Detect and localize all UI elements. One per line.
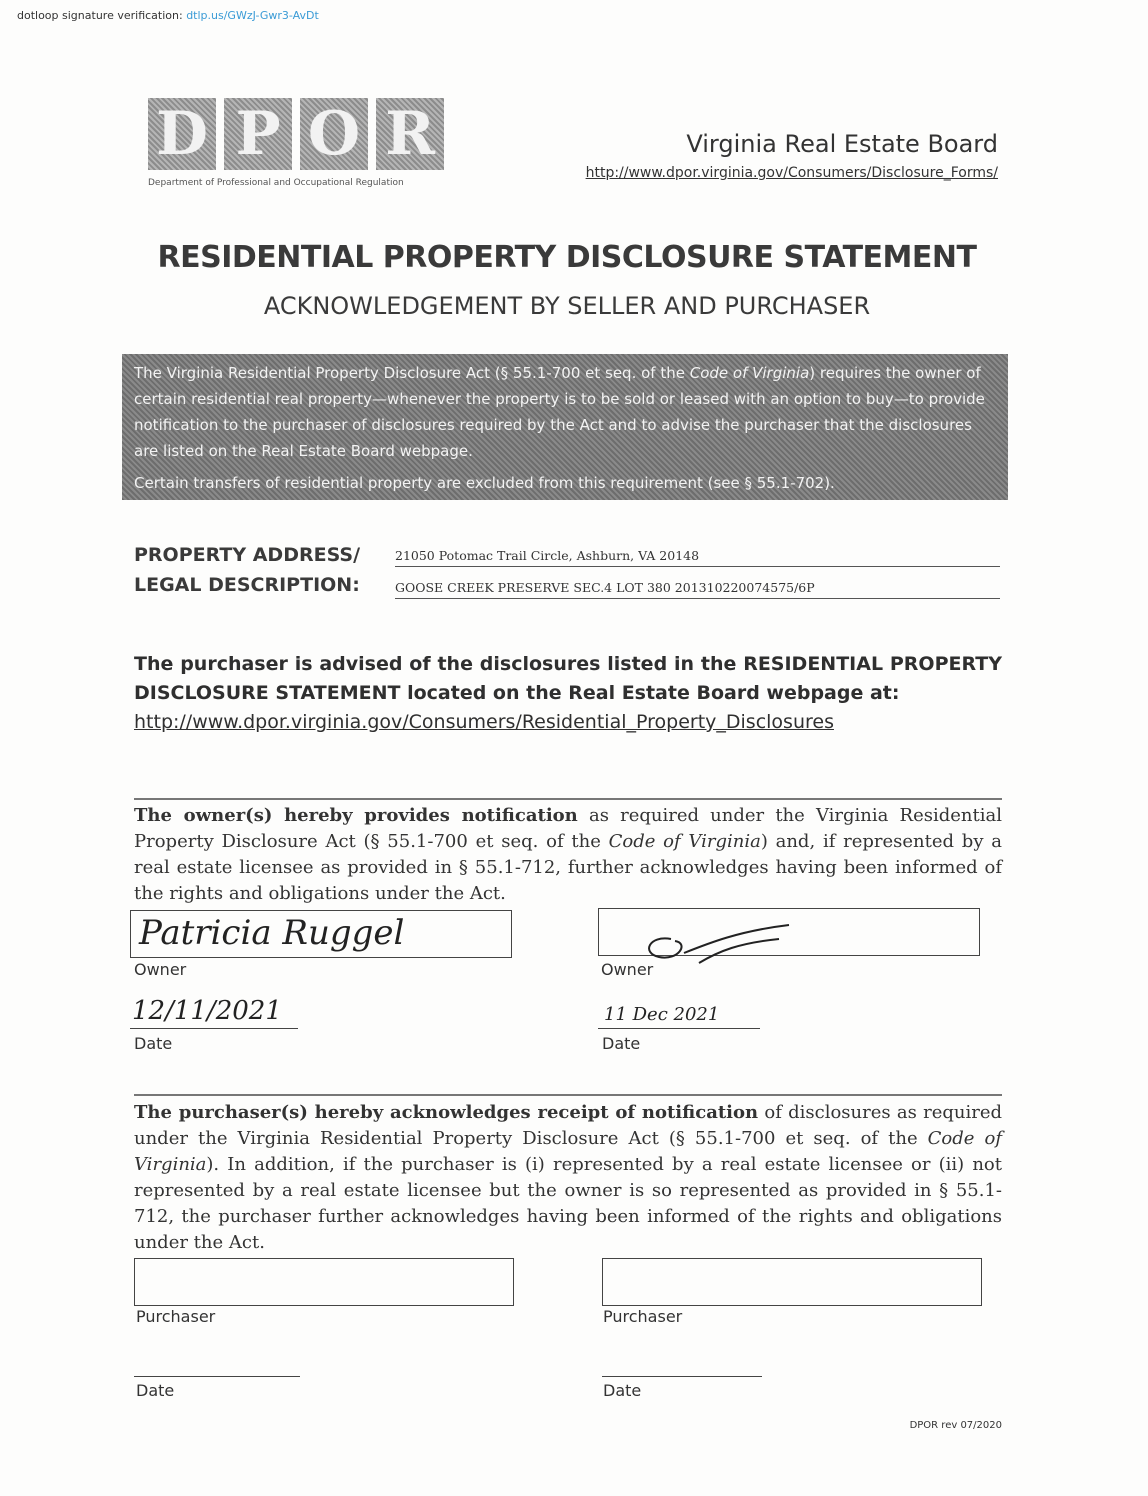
purchaser1-date-line[interactable] <box>134 1352 300 1377</box>
purchaser2-date-line[interactable] <box>602 1352 762 1377</box>
logo-letter-d: D <box>148 98 216 170</box>
owner-notification-paragraph: The owner(s) hereby provides notification as required under the Virginia Residential Property Disclosure Act (§ 55.1-700 et seq. of the Code of Virginia) and, if represented by a real estate licensee as provided in § 55.1-712, further acknowledges having been informed of the rights and obligations under the Act. <box>134 805 1002 904</box>
property-address-label: PROPERTY ADDRESS/ <box>134 544 361 566</box>
advised-paragraph <box>134 650 1002 737</box>
notice-paragraph-2: Certain transfers of residential property are excluded from this requirement (see § 55.1-702). <box>134 474 835 492</box>
owner2-date-label: Date <box>602 1034 641 1053</box>
verification-label: dotloop signature verification: <box>17 9 183 22</box>
footer-revision: DPOR rev 07/2020 <box>909 1420 1002 1431</box>
purchaser1-date-label: Date <box>136 1381 175 1400</box>
owner1-date-value: 12/11/2021 <box>132 996 282 1026</box>
logo-letter-r: R <box>376 98 444 170</box>
legal-description-value: GOOSE CREEK PRESERVE SEC.4 LOT 380 201310220074575/6P <box>395 580 1000 599</box>
verification-line <box>17 9 319 22</box>
legal-description-label: LEGAL DESCRIPTION: <box>134 574 360 596</box>
logo-subtitle: Department of Professional and Occupational Regulation <box>148 178 404 188</box>
verification-link[interactable]: dtlp.us/GWzJ-Gwr3-AvDt <box>186 9 319 22</box>
purchaser1-label: Purchaser <box>136 1307 216 1326</box>
owner2-date-value: 11 Dec 2021 <box>604 1004 720 1025</box>
property-address-value: 21050 Potomac Trail Circle, Ashburn, VA 20148 <box>395 548 1000 567</box>
notice-paragraph-1: The Virginia Residential Property Disclosure Act (§ 55.1-700 et seq. of the Code of Virginia) requires the owner of certain residential real property—whenever the property is to be sold or leased with an option to buy—to provide notification to the purchaser of disclosures required by the Act and to advise the purchaser that the disclosures are listed on the Real Estate Board webpage. <box>134 364 985 460</box>
owner1-signature-box[interactable] <box>130 910 512 958</box>
owner1-label: Owner <box>134 960 187 979</box>
notice-box <box>122 354 1008 500</box>
purchaser2-label: Purchaser <box>603 1307 683 1326</box>
owner1-signature: Patricia Ruggel <box>139 913 405 953</box>
logo-letter-o: O <box>300 98 368 170</box>
purchaser2-date-label: Date <box>603 1381 642 1400</box>
board-title: Virginia Real Estate Board <box>686 130 998 158</box>
purchaser1-signature-box[interactable] <box>134 1258 514 1306</box>
disclosures-url-link[interactable]: http://www.dpor.virginia.gov/Consumers/Residential_Property_Disclosures <box>134 711 834 733</box>
owner1-date-label: Date <box>134 1034 173 1053</box>
advised-text: The purchaser is advised of the disclosures listed in the RESIDENTIAL PROPERTY DISCLOSURE STATEMENT located on the Real Estate Board webpage at: <box>134 653 1002 704</box>
page-subtitle: ACKNOWLEDGEMENT BY SELLER AND PURCHASER <box>263 292 871 320</box>
board-url-link[interactable]: http://www.dpor.virginia.gov/Consumers/Disclosure_Forms/ <box>585 165 998 181</box>
owner2-date-line[interactable] <box>598 1004 760 1029</box>
page-title: RESIDENTIAL PROPERTY DISCLOSURE STATEMENT <box>157 240 977 275</box>
section-divider <box>134 798 1002 800</box>
dpor-logo <box>148 98 468 198</box>
section-divider <box>134 1094 1002 1096</box>
purchaser2-signature-box[interactable] <box>602 1258 982 1306</box>
owner2-signature-mark <box>629 913 809 973</box>
purchaser-acknowledgement-paragraph: The purchaser(s) hereby acknowledges receipt of notification of disclosures as required under the Virginia Residential Property Disclosure Act (§ 55.1-700 et seq. of the Code of Virginia). In addition, if the purchaser is (i) represented by a real estate licensee or (ii) not represented by a real estate licensee but the owner is so represented as provided in § 55.1-712, the purchaser further acknowledges having been informed of the rights and obligations under the Act. <box>134 1102 1003 1253</box>
owner2-label: Owner <box>601 960 654 979</box>
owner1-date-line[interactable] <box>130 996 298 1029</box>
logo-letter-p: P <box>224 98 292 170</box>
owner2-signature-box[interactable] <box>598 908 980 956</box>
